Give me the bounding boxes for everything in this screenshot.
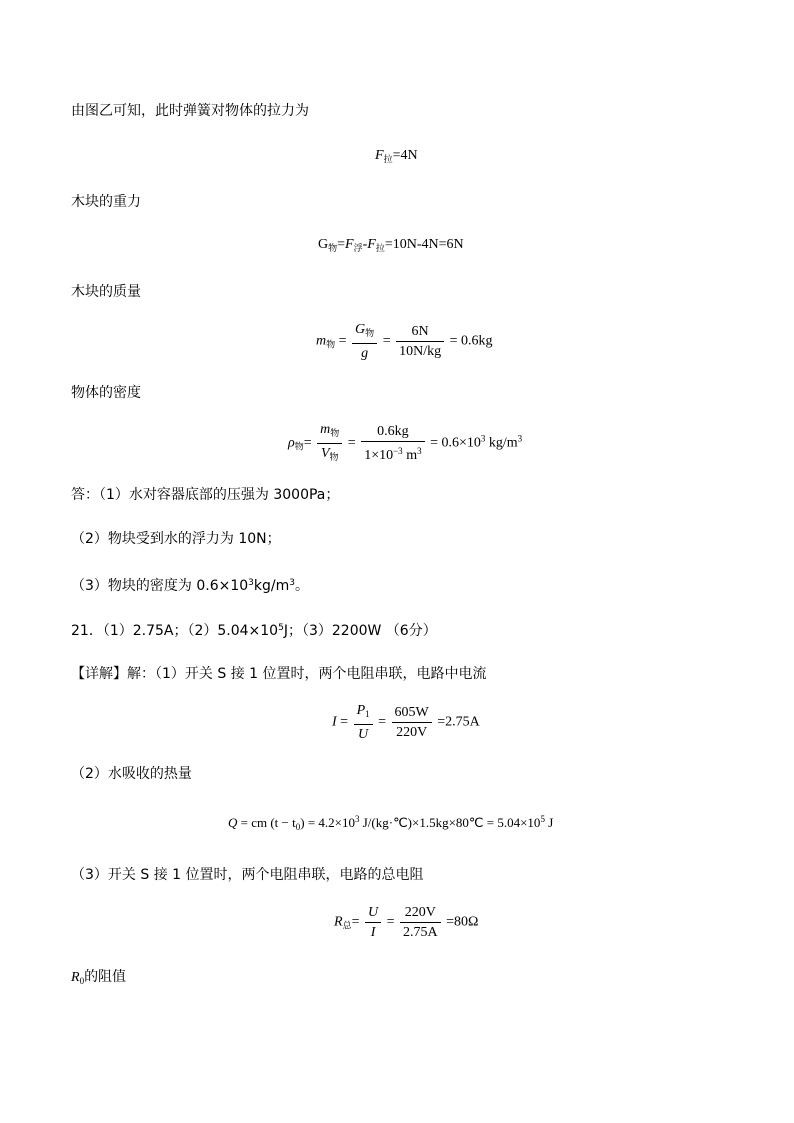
fraction-numerator: 605W	[392, 704, 432, 723]
text-line: 物体的密度	[71, 385, 141, 401]
formula-text: J	[544, 815, 554, 830]
formula-sub: 物	[329, 452, 339, 462]
formula-sup: 5	[540, 814, 545, 824]
explanation-line: 【详解】解：（1）开关 S 接 1 位置时，两个电阻串联，电路中电流	[71, 666, 487, 682]
formula-sub: 物	[328, 243, 338, 253]
formula-density	[288, 421, 522, 466]
fraction-denominator: g	[361, 346, 369, 361]
fraction-denominator: 2.75A	[403, 925, 438, 940]
formula-sub: 物	[330, 428, 340, 438]
formula-rest: =2.75A	[437, 714, 480, 730]
formula-var: V	[320, 446, 330, 461]
fraction	[392, 704, 432, 741]
formula-text: 1×10	[364, 448, 394, 463]
text-line: （2）水吸收的热量	[71, 766, 192, 782]
formula-var: R	[71, 970, 80, 985]
formula-text: = 0.6×10	[430, 435, 481, 451]
formula-var: ρ	[288, 435, 295, 451]
formula-eq: =	[378, 714, 387, 730]
formula-text: J/(kg·℃)×1.5kg×80℃ = 5.04×10	[359, 815, 541, 830]
formula-var: I	[332, 714, 337, 730]
formula-sub: 0	[295, 822, 301, 832]
text: kg/m	[253, 578, 290, 594]
formula-var: F	[345, 237, 354, 252]
formula-eq: =	[347, 435, 356, 451]
formula-heat	[228, 814, 553, 832]
fraction	[352, 321, 377, 362]
text-line	[71, 967, 126, 991]
text: 的阻值	[84, 969, 127, 985]
formula-rest: =4N	[392, 148, 418, 163]
fraction-numerator: 220V	[400, 904, 441, 923]
question-answer-line	[71, 618, 437, 641]
fraction-denominator: 10N/kg	[399, 344, 442, 359]
formula-mass	[316, 321, 493, 362]
formula-sup: 3	[417, 446, 422, 456]
answer-line: 答：（1）水对容器底部的压强为 3000Pa；	[71, 487, 340, 503]
formula-text: = cm (t − t	[237, 815, 296, 830]
superscript: 3	[248, 578, 254, 588]
formula-eq: =	[351, 914, 360, 930]
formula-sub: 拉	[375, 243, 385, 253]
text-line: （3）开关 S 接 1 位置时，两个电阻串联，电路的总电阻	[71, 867, 424, 883]
formula-var: F	[367, 237, 376, 252]
formula-sub: 物	[294, 441, 304, 452]
formula-text: m	[402, 448, 418, 463]
formula-text: kg/m	[485, 435, 518, 451]
fraction-denominator: I	[370, 925, 376, 940]
formula-eq: =	[340, 714, 349, 730]
fraction-denominator: U	[358, 727, 369, 742]
formula-eq: =	[382, 333, 391, 349]
text-line: 由图乙可知，此时弹簧对物体的拉力为	[71, 103, 309, 119]
fraction	[396, 323, 444, 360]
fraction	[400, 904, 441, 941]
formula-eq: =	[303, 435, 312, 451]
formula-rest: =80Ω	[446, 914, 479, 930]
fraction	[365, 904, 381, 941]
formula-var: F	[375, 148, 384, 163]
answer-line	[71, 573, 309, 596]
formula-op: -	[362, 237, 368, 252]
formula-var: P	[356, 703, 366, 718]
text: （3）物块的密度为 0.6×10	[71, 578, 249, 594]
formula-var: R	[334, 914, 343, 930]
formula-sub: 浮	[353, 243, 363, 253]
formula-sub: 物	[365, 328, 375, 338]
formula-weight	[318, 237, 464, 254]
text: 。	[295, 578, 309, 594]
text-line: 木块的质量	[71, 284, 141, 300]
fraction-numerator: 0.6kg	[361, 423, 424, 442]
formula-total-resistance	[334, 904, 478, 941]
fraction	[361, 423, 424, 464]
formula-spring-force	[375, 148, 418, 165]
fraction	[354, 702, 373, 743]
formula-sup: 3	[517, 433, 523, 444]
formula-eq: =	[386, 914, 395, 930]
formula-text: ) = 4.2×10	[300, 815, 355, 830]
formula-current	[332, 702, 480, 743]
answer-line: （2）物块受到水的浮力为 10N；	[71, 531, 281, 547]
superscript: 5	[278, 623, 284, 633]
formula-eq: =	[338, 333, 347, 349]
formula-var: Q	[228, 815, 238, 830]
formula-var: m	[320, 422, 331, 437]
formula-var: G	[318, 237, 329, 252]
superscript: 3	[289, 578, 295, 588]
formula-var: m	[316, 333, 327, 349]
text-line: 木块的重力	[71, 194, 141, 210]
formula-sub: 总	[342, 920, 352, 931]
formula-sub: 1	[365, 709, 370, 719]
formula-sub: 物	[326, 339, 336, 350]
formula-rest: = 0.6kg	[449, 333, 493, 349]
formula-eq: =	[337, 237, 346, 252]
text: 21．（1）2.75A；（2）5.04×10	[71, 623, 279, 639]
formula-sub: 0	[79, 976, 85, 986]
formula-sub: 拉	[383, 154, 393, 164]
formula-sup: −3	[393, 446, 403, 456]
formula-rest: =10N-4N=6N	[384, 237, 464, 252]
fraction	[317, 421, 342, 466]
fraction-denominator: 220V	[396, 725, 428, 740]
formula-sup: 3	[480, 433, 486, 444]
formula-sup: 3	[355, 814, 360, 824]
fraction-numerator: U	[365, 904, 381, 923]
text: J；（3）2200W （6分）	[283, 623, 437, 639]
fraction-numerator: 6N	[396, 323, 444, 342]
formula-var: G	[355, 322, 366, 337]
